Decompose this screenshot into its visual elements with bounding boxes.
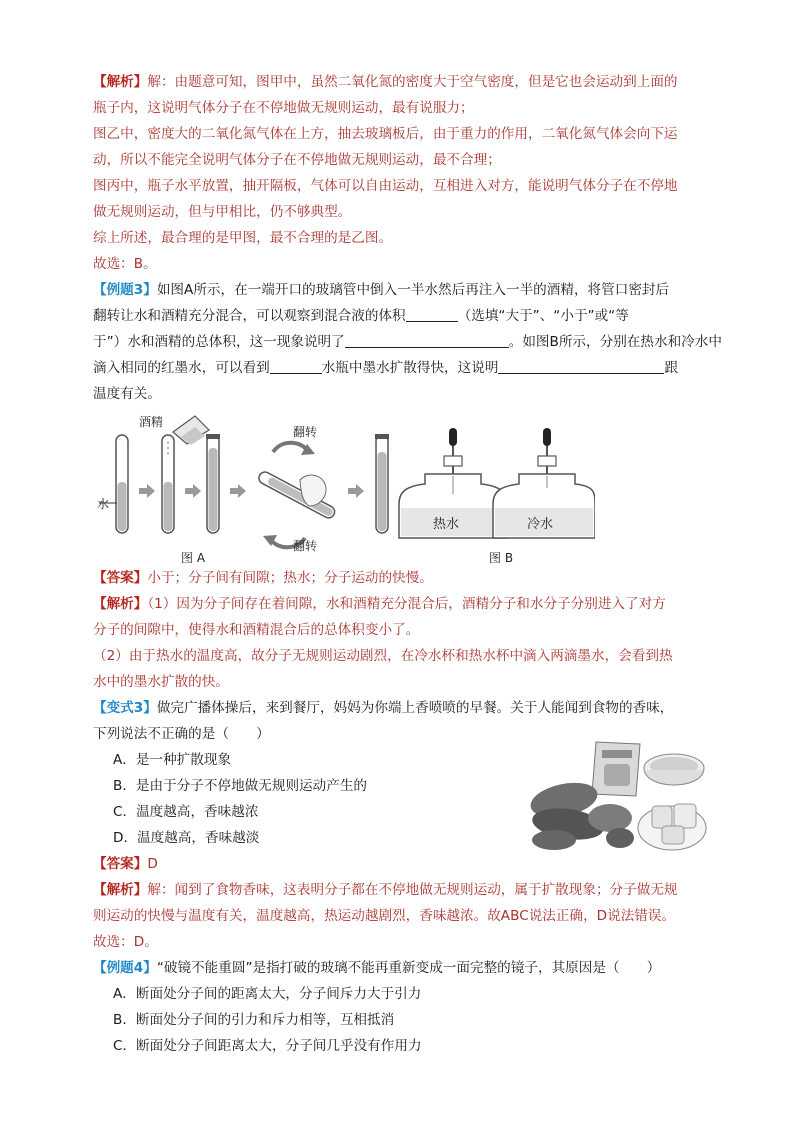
- arrow-icon: [139, 484, 155, 498]
- water-label: 水: [97, 497, 110, 511]
- analysis-line: 【解析】解：闻到了食物香味，这表明分子都在不停地做无规则运动，属于扩散现象；分子做无规: [93, 882, 678, 898]
- analysis-tag: 【解析】: [93, 74, 148, 90]
- example4-tag: 【例题4】: [93, 960, 157, 976]
- test-tube-pouring: [162, 435, 174, 533]
- answer-tag: 【答案】: [93, 570, 148, 586]
- test-tube-sealed: [206, 434, 220, 533]
- example3-line: 滴入相同的红墨水，可以看到 水瓶中墨水扩散得快，这说明 跟: [93, 360, 679, 376]
- milk-bag-icon: [592, 742, 640, 796]
- example3-line: 【例题3】如图A所示，在一端开口的玻璃管中倒入一半水然后再注入一半的酒精，将管口密封后: [93, 282, 670, 298]
- analysis-line: 【解析】解：由题意可知，图甲中，虽然二氧化氮的密度大于空气密度，但是它也会运动到上面的: [93, 74, 678, 90]
- analysis-line: 则运动的快慢与温度有关，温度越高，热运动越剧烈，香味越浓。故ABC说法正确，D说法错误。: [93, 908, 676, 924]
- variant3-line: 下列说法不正确的是（ ）: [93, 726, 270, 742]
- analysis-tag: 【解析】: [93, 596, 148, 612]
- option-b[interactable]: B．断面处分子间的引力和斥力相等，互相抵消: [113, 1012, 395, 1028]
- hot-water-label: 热水: [433, 517, 460, 532]
- answer-blank[interactable]: [345, 333, 509, 348]
- arrow-icon: [348, 484, 364, 498]
- arrow-icon: [185, 484, 201, 498]
- cold-water-label: 冷水: [527, 517, 554, 532]
- answer-line: 【答案】D: [93, 856, 158, 872]
- answer-blank[interactable]: [498, 359, 664, 374]
- answer-blank[interactable]: [406, 307, 458, 322]
- example3-tag: 【例题3】: [93, 282, 157, 298]
- example4-line: 【例题4】“破镜不能重圆”是指打破的玻璃不能再重新变成一面完整的镜子，其原因是（ ）: [93, 960, 661, 976]
- flip-label-top: 翻转: [293, 425, 318, 439]
- analysis-line: 水中的墨水扩散的快。: [93, 674, 229, 690]
- pouring-beaker-icon: [173, 416, 209, 445]
- option-c[interactable]: C．温度越高，香味越浓: [113, 804, 259, 820]
- analysis-line: 故选：D。: [93, 934, 158, 950]
- analysis-line: 瓶子内，这说明气体分子在不停地做无规则运动，最有说服力；: [93, 100, 474, 116]
- arrow-icon: [230, 484, 246, 498]
- answer-tag: 【答案】: [93, 856, 148, 872]
- breakfast-photo: [528, 738, 708, 856]
- diffusion-figure: [95, 410, 595, 566]
- analysis-line: 分子的间隙中，使得水和酒精混合后的总体积变小了。: [93, 622, 420, 638]
- variant3-tag: 【变式3】: [93, 700, 157, 716]
- example3-line: 温度有关。: [93, 386, 161, 402]
- option-a[interactable]: A．断面处分子间的距离太大，分子间斥力大于引力: [113, 986, 422, 1002]
- option-d[interactable]: D．温度越高，香味越淡: [113, 830, 260, 846]
- alcohol-label: 酒精: [139, 415, 164, 429]
- caption-b: 图 B: [489, 551, 514, 565]
- analysis-line: （2）由于热水的温度高，故分子无规则运动剧烈，在冷水杯和热水杯中滴入两滴墨水，会看到热: [93, 648, 673, 664]
- test-tube-mixed: [375, 434, 389, 533]
- answer-line: 【答案】小于；分子间有间隙；热水；分子运动的快慢。: [93, 570, 433, 586]
- analysis-line: 综上所述，最合理的是甲图，最不合理的是乙图。: [93, 230, 393, 246]
- analysis-tag: 【解析】: [93, 882, 148, 898]
- analysis-line: 动，所以不能完全说明气体分子在不停地做无规则运动，最不合理；: [93, 152, 501, 168]
- option-c[interactable]: C．断面处分子间距离太大，分子间几乎没有作用力: [113, 1038, 422, 1054]
- analysis-line: 图丙中，瓶子水平放置，抽开隔板，气体可以自由运动，互相进入对方，能说明气体分子在不停地: [93, 178, 678, 194]
- flip-label-bottom: 翻转: [293, 539, 318, 553]
- example3-line: 翻转让水和酒精充分混合，可以观察到混合液的体积 （选填“大于”、“小于”或“等: [93, 308, 629, 324]
- analysis-line: 【解析】（1）因为分子间存在着间隙，水和酒精充分混合后，酒精分子和水分子分别进入了对方: [93, 596, 666, 612]
- option-b[interactable]: B．是由于分子不停地做无规则运动产生的: [113, 778, 368, 794]
- test-tube-water: [116, 435, 128, 533]
- answer-blank[interactable]: [270, 359, 322, 374]
- analysis-line: 图乙中，密度大的二氧化氮气体在上方，抽去玻璃板后，由于重力的作用，二氧化氮气体会向下运: [93, 126, 678, 142]
- analysis-line: 做无规则运动，但与甲相比，仍不够典型。: [93, 204, 352, 220]
- variant3-line: 【变式3】做完广播体操后，来到餐厅，妈妈为你端上香喷喷的早餐。关于人能闻到食物的香味，: [93, 700, 674, 716]
- analysis-line: 故选：B。: [93, 256, 157, 272]
- porridge-bowl-icon: [644, 754, 704, 785]
- caption-a: 图 A: [181, 551, 206, 565]
- option-a[interactable]: A．是一种扩散现象: [113, 752, 232, 768]
- example3-line: 于”）水和酒精的总体积，这一现象说明了 。如图B所示，分别在热水和冷水中: [93, 334, 722, 350]
